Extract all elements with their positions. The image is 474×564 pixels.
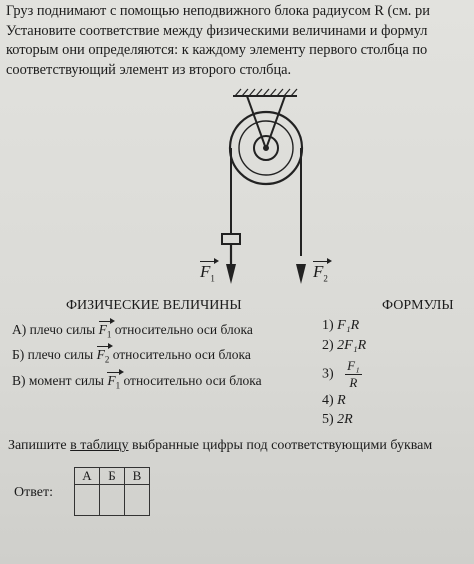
answer-label: Ответ: [14,485,53,500]
quantity-text: плечо силы [29,322,96,337]
formula-number: 3) [322,366,334,382]
answer-table [74,467,150,516]
force-arrow-f1 [226,244,236,284]
force-symbol: F [107,373,116,388]
right-column-header: ФОРМУЛЫ [382,298,454,313]
formula-number: 2) [322,338,334,353]
quantity-row-c [12,373,262,391]
answer-cell-a[interactable] [75,485,100,516]
force-subscript: 1 [210,273,215,284]
left-column-header: ФИЗИЧЕСКИЕ ВЕЛИЧИНЫ [66,298,242,313]
force-symbol: F [96,347,105,362]
quantity-text: момент силы [28,373,104,388]
ceiling [233,89,297,96]
fraction-denominator: R [349,375,358,390]
formula-expression: F₁R [337,318,360,333]
formula-number: 4) [322,393,334,408]
answer-header-cell: В [125,468,150,485]
quantity-letter: В) [12,373,26,388]
formula-1 [322,318,359,334]
force-symbol: F [313,262,324,281]
formula-2 [322,338,366,354]
answer-header-row [75,468,150,485]
answer-value-row [75,485,150,516]
formula-3 [322,358,362,391]
quantity-text: относительно оси блока [123,373,262,388]
formula-number: 1) [322,318,334,333]
quantity-text: относительно оси блока [114,322,253,337]
force-subscript: 1 [106,329,112,340]
answer-header-cell: Б [100,468,125,485]
problem-line: которым они определяются: к каждому элементу первого столбца по [6,42,428,58]
force-subscript: 2 [104,354,110,365]
quantity-text: плечо силы [27,347,94,362]
quantity-row-a [12,322,253,340]
rope [231,148,301,256]
force-subscript: 2 [323,273,328,284]
instruction-table-link[interactable]: в таблицу [70,438,129,453]
instruction-text: Запишите [8,438,71,453]
force-label-f2 [313,262,328,283]
force-symbol: F [98,322,107,337]
formula-4 [322,393,346,409]
formula-number: 5) [322,412,334,427]
instruction-text: выбранные цифры под соответствующими буквам [128,438,433,453]
problem-line: соответствующий элемент из второго столбца. [6,61,292,78]
formula-5 [322,412,353,428]
formula-expression: 2F₁R [337,338,367,353]
force-arrow-f2 [296,264,306,284]
force-symbol: F [200,262,211,281]
answer-cell-c[interactable] [125,485,150,516]
problem-statement [6,2,468,80]
force-label-f1 [200,262,215,283]
quantity-text: относительно оси блока [112,347,251,362]
quantity-letter: А) [12,322,27,337]
answer-header-cell: А [75,468,100,485]
formula-expression: 2R [337,412,353,427]
formula-fraction [345,358,361,391]
formula-expression: R [337,393,346,408]
force-subscript: 1 [115,380,121,391]
problem-line: Груз поднимают с помощью неподвижного блока радиусом R (см. ри [6,3,430,19]
instruction [8,438,432,454]
problem-line: Установите соответствие между физическими величинами и формул [6,22,428,39]
load-hook [222,234,240,244]
answer-cell-b[interactable] [100,485,125,516]
pulley [230,112,302,184]
quantity-letter: Б) [12,347,25,362]
fraction-numerator: F₁ [347,358,360,373]
quantity-row-b [12,347,251,365]
